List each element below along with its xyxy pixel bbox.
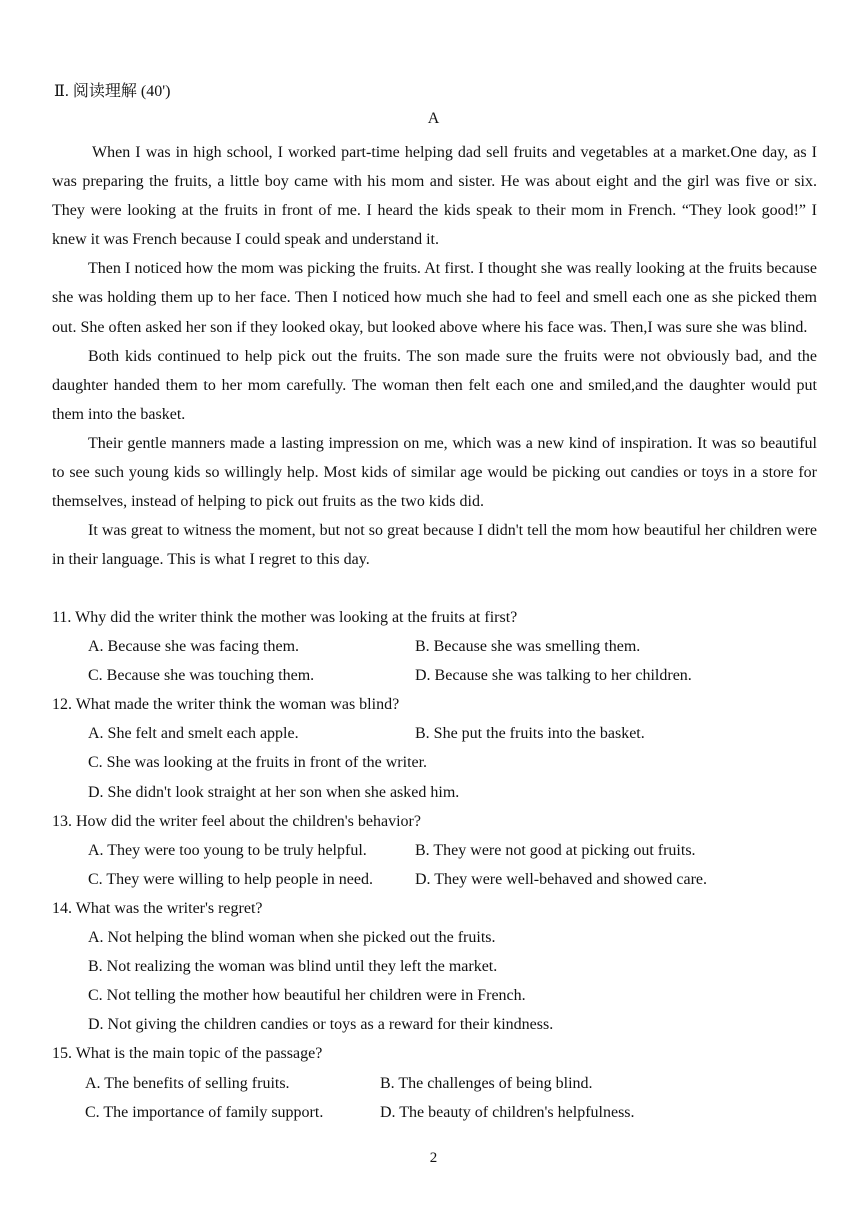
option-row [52, 1069, 832, 1098]
passage-paragraph: Their gentle manners made a lasting impression on me, which was a new kind of inspiration. It was so beautiful to see such young kids so willingly help. Most kids of similar age would be picking out candies or toys in a store for themselves, instead of helping to pick out fruits as the two kids did. [52, 434, 817, 511]
option-a: A. Because she was facing them. [88, 638, 300, 656]
question-12 [52, 690, 832, 806]
option-b: B. Because she was smelling them. [415, 638, 641, 656]
reading-passage [52, 138, 817, 574]
question-stem: 13. How did the writer feel about the children's behavior? [52, 812, 421, 830]
question-11 [52, 603, 832, 690]
page-number: 2 [429, 1150, 438, 1166]
question-15 [52, 1039, 832, 1126]
option-a: A. She felt and smelt each apple. [88, 725, 299, 743]
question-14 [52, 894, 832, 1039]
option-c: C. Not telling the mother how beautiful her children were in French. [88, 987, 526, 1005]
option-row [52, 661, 832, 690]
section-title: Ⅱ. 阅读理解 (40') [54, 83, 171, 100]
option-a: A. The benefits of selling fruits. [85, 1074, 290, 1092]
option-b: B. The challenges of being blind. [380, 1074, 593, 1092]
option-row [52, 632, 832, 661]
option-b: B. Not realizing the woman was blind until they left the market. [88, 958, 498, 976]
option-d: D. The beauty of children's helpfulness. [380, 1103, 635, 1121]
option-d: D. Not giving the children candies or toys as a reward for their kindness. [88, 1016, 554, 1034]
option-c: C. She was looking at the fruits in front of the writer. [88, 754, 428, 772]
passage-paragraph: Both kids continued to help pick out the fruits. The son made sure the fruits were not obviously bad, and the daughter handed them to her mom carefully. The woman then felt each one and smiled,and the daughter would put them into the basket. [52, 347, 817, 423]
option-a: A. Not helping the blind woman when she picked out the fruits. [88, 929, 496, 947]
option-d: D. She didn't look straight at her son when she asked him. [88, 783, 460, 801]
option-c: C. Because she was touching them. [88, 667, 315, 685]
option-a: A. They were too young to be truly helpful. [88, 841, 367, 859]
option-row [52, 836, 832, 865]
option-row [52, 1098, 832, 1127]
passage-paragraph: Then I noticed how the mom was picking the fruits. At first. I thought she was really looking at the fruits because she was holding them up to her face. Then I noticed how much she had to feel and smell each one as she picked them out. She often asked her son if they looked okay, but looked above where his face was. Then,I was sure she was blind. [52, 260, 817, 336]
question-13 [52, 807, 832, 894]
option-b: B. They were not good at picking out fruits. [415, 841, 696, 859]
option-row [52, 865, 832, 894]
question-stem: 11. Why did the writer think the mother was looking at the fruits at first? [52, 609, 518, 626]
passage-paragraph: When I was in high school, I worked part-time helping dad sell fruits and vegetables at a market.One day, as I was preparing the fruits, a little boy came with his mom and sister. He was about eight and the girl was five or six. They were looking at the fruits in front of me. I heard the kids speak to their mom in French. “They look good!” I knew it was French because I could speak and understand it. [52, 144, 817, 249]
question-stem: 12. What made the writer think the woman was blind? [52, 696, 400, 714]
question-stem: 15. What is the main topic of the passage? [52, 1045, 323, 1063]
question-stem: 14. What was the writer's regret? [52, 899, 263, 917]
question-list [52, 603, 832, 1127]
option-c: C. The importance of family support. [85, 1103, 324, 1121]
option-b: B. She put the fruits into the basket. [415, 725, 645, 743]
option-d: D. They were well-behaved and showed care. [415, 870, 708, 888]
option-d: D. Because she was talking to her children. [415, 667, 692, 685]
passage-label: A [427, 110, 440, 127]
option-row [52, 719, 832, 748]
option-c: C. They were willing to help people in need. [88, 870, 373, 888]
passage-paragraph: It was great to witness the moment, but not so great because I didn't tell the mom how beautiful her children were in their language. This is what I regret to this day. [52, 522, 817, 569]
